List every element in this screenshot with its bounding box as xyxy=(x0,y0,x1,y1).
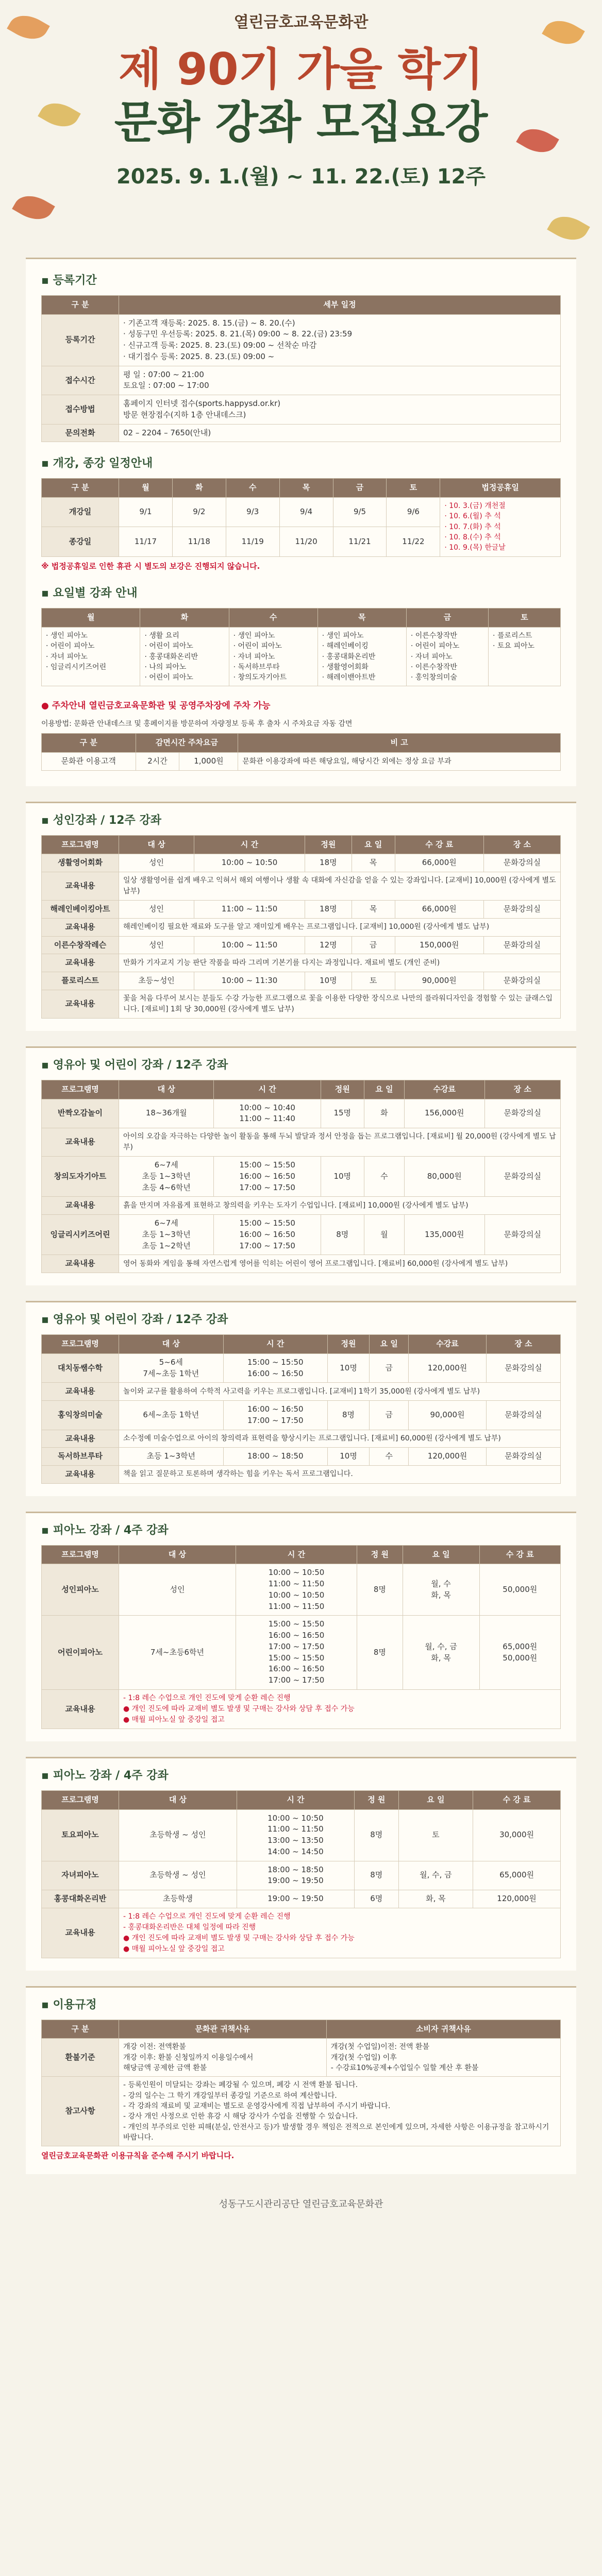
course-day: 토 xyxy=(352,972,395,990)
leaf-decoration xyxy=(547,209,590,248)
col-header: 비 고 xyxy=(238,734,561,753)
course-time: 15:00 ~ 15:50 16:00 ~ 16:50 17:00 ~ 17:50 15:00 ~ 15:50 16:00 ~ 16:50 17:00 ~ 17:50 xyxy=(236,1616,357,1690)
registration-table xyxy=(41,295,561,443)
course-name: 이른수창작레슨 xyxy=(42,936,119,954)
col-header: 대 상 xyxy=(119,1335,224,1354)
page-subtitle: 문화 강좌 모집요강 xyxy=(114,96,488,148)
piano2-table xyxy=(41,1790,561,1958)
course-time: 19:00 ~ 19:50 xyxy=(237,1890,354,1908)
piano1-table xyxy=(41,1545,561,1729)
course-target: 성인 xyxy=(119,901,194,919)
course-time: 10:00 ~ 10:50 xyxy=(194,854,305,872)
course-capacity: 18명 xyxy=(305,901,352,919)
row-label: 교육내용 xyxy=(42,1430,119,1448)
course-place: 문화강의실 xyxy=(484,1099,560,1128)
row-label: 교육내용 xyxy=(42,1255,119,1273)
col-header: 대 상 xyxy=(119,1080,214,1099)
section-title: ▪ 영유아 및 어린이 강좌 / 12주 강좌 xyxy=(41,1313,228,1327)
schedule-table xyxy=(41,478,561,556)
course-fee: 120,000원 xyxy=(473,1890,561,1908)
course-capacity: 15명 xyxy=(321,1099,364,1128)
course-capacity: 18명 xyxy=(305,854,352,872)
course-fee: 50,000원 xyxy=(479,1564,560,1616)
row-value: · 기존고객 재등록: 2025. 8. 15.(금) ~ 8. 20.(수) · 성동구민 우선등록: 2025. 8. 21.(목) 09:00 ~ 8. 22.(금) 23:59 · 신규고객 등록: 2025. 8. 23.(토) 09:00 ~ 선착순 마감 · 대기접수 등록: 2025. 8. 23.(토) 09:00 ~ xyxy=(119,314,561,366)
col-header: 정 원 xyxy=(357,1545,403,1564)
col-header: 월 xyxy=(119,479,173,498)
course-target: 6세~초등 1학년 xyxy=(119,1401,224,1430)
table-row xyxy=(42,1564,561,1616)
infant-course-section xyxy=(26,1046,576,1285)
course-capacity: 8명 xyxy=(321,1215,364,1255)
col-header: 요 일 xyxy=(352,835,395,854)
day-course-list: · 생인 피아노 · 해레인베이킹 · 홍콩대화온리반 · 생활영어회화 · 해레이밴아트반 xyxy=(317,627,406,686)
rules-footer-note: 열린금호교육문화관 이용규칙을 준수해 주시기 바랍니다. xyxy=(41,2151,235,2161)
col-header: 수 강 료 xyxy=(479,1545,560,1564)
col-header: 요 일 xyxy=(398,1790,473,1809)
course-capacity: 12명 xyxy=(305,936,352,954)
row-label: 교육내용 xyxy=(42,872,119,901)
course-target: 7세~초등6학년 xyxy=(119,1616,236,1690)
col-header: 금 xyxy=(406,608,488,628)
course-capacity: 10명 xyxy=(327,1448,369,1466)
col-header: 월 xyxy=(42,608,140,628)
course-name: 잉글리시키즈어린 xyxy=(42,1215,119,1255)
course-day: 월 xyxy=(364,1215,404,1255)
course-name: 자녀피아노 xyxy=(42,1861,119,1890)
course-fee: 30,000원 xyxy=(473,1809,561,1861)
col-header: 정 원 xyxy=(354,1790,398,1809)
section-title: ▪ 영유아 및 어린이 강좌 / 12주 강좌 xyxy=(41,1058,228,1072)
course-target: 성인 xyxy=(119,854,194,872)
col-header: 대 상 xyxy=(119,1790,237,1809)
date-cell: 9/4 xyxy=(279,498,333,527)
col-header: 수 강 료 xyxy=(473,1790,561,1809)
parking-cell: 문화관 이용강좌에 따른 해당요일, 해당시간 외에는 정상 요금 부과 xyxy=(238,753,561,771)
col-header: 목 xyxy=(317,608,406,628)
col-header: 장 소 xyxy=(486,1335,560,1354)
row-label: 등록기간 xyxy=(42,314,119,366)
col-header: 요 일 xyxy=(403,1545,479,1564)
parking-table xyxy=(41,733,561,771)
course-notes: - 1:8 레슨 수업으로 개인 진도에 맞게 순환 레슨 진행 ● 개인 진도에 따라 교재비 별도 발생 및 구매는 강사와 상담 후 접수 가능 ● 매월 피아노실 앞 중강일 접고 xyxy=(119,1689,561,1728)
col-header: 토 xyxy=(387,479,440,498)
row-label: 교육내용 xyxy=(42,1689,119,1728)
table-row xyxy=(42,1401,561,1430)
course-capacity: 10명 xyxy=(327,1353,369,1383)
col-header: 세부 일정 xyxy=(119,295,561,314)
row-label: 교육내용 xyxy=(42,918,119,936)
course-capacity: 6명 xyxy=(354,1890,398,1908)
course-capacity: 8명 xyxy=(357,1616,403,1690)
leaf-decoration xyxy=(12,189,55,227)
course-day: 화, 목 xyxy=(398,1890,473,1908)
institution-name: 열린금호교육문화관 xyxy=(233,13,369,31)
row-label: 교육내용 xyxy=(42,1466,119,1484)
row-value: 평 일 : 07:00 ~ 21:00 토요일 : 07:00 ~ 17:00 xyxy=(119,366,561,395)
date-cell: 9/2 xyxy=(172,498,226,527)
date-cell: 11/19 xyxy=(226,527,279,556)
table-row xyxy=(42,1616,561,1690)
col-header: 요 일 xyxy=(364,1080,404,1099)
row-label: 교육내용 xyxy=(42,1128,119,1157)
table-row xyxy=(42,901,561,919)
date-cell: 11/22 xyxy=(387,527,440,556)
col-header: 수 강 료 xyxy=(395,835,483,854)
course-place: 문화강의실 xyxy=(484,1215,560,1255)
course-desc: 해레인베이킹 필요한 재료와 도구를 알고 재미있게 배우는 프로그램입니다. [교재비] 10,000원 (강사에게 별도 납부) xyxy=(119,918,561,936)
course-target: 초등학생 xyxy=(119,1890,237,1908)
col-header: 목 xyxy=(279,479,333,498)
date-cell: 11/21 xyxy=(333,527,387,556)
col-header: 구 분 xyxy=(42,295,119,314)
course-target: 6~7세 초등 1~3학년 초등 4~6학년 xyxy=(119,1157,214,1197)
schedule-note: ※ 법정공휴일로 인한 휴관 시 별도의 보강은 진행되지 않습니다. xyxy=(41,561,260,571)
col-header: 시 간 xyxy=(236,1545,357,1564)
course-place: 문화강의실 xyxy=(484,1157,560,1197)
course-fee: 66,000원 xyxy=(395,854,483,872)
day-course-list: · 생인 피아노 · 어린이 피아노 · 자녀 피아노 · 독서하브루타 · 창의도자기아트 xyxy=(229,627,317,686)
course-capacity: 8명 xyxy=(354,1861,398,1890)
course-target: 5~6세 7세~초등 1학년 xyxy=(119,1353,224,1383)
col-header: 수강료 xyxy=(409,1335,487,1354)
section-title: ▪ 성인강좌 / 12주 강좌 xyxy=(41,814,161,827)
reference-text: - 등록인원이 미달되는 강좌는 폐강될 수 있으며, 폐강 시 전액 환불 됩니다. - 강의 일수는 그 학기 개강일부터 종강일 기준으로 하여 계산합니다. - 각 강좌의 재료비 및 교재비는 별도로 운영강사에게 직접 납부하여 주시기 바랍니다. - 강사 개인 사정으로 인한 휴강 시 해당 강사가 수업을 진행할 수 있습니다. - 개인의 부주의로 인한 피해(분실, 안전사고 등)가 발생할 경우 책임은 전적으로 본인에게 있으며, 자세한 사항은 이용규정을 참고하시기 바랍니다. xyxy=(119,2077,561,2146)
rules-section xyxy=(26,1986,576,2174)
course-place: 문화강의실 xyxy=(483,972,560,990)
course-time: 18:00 ~ 18:50 19:00 ~ 19:50 xyxy=(237,1861,354,1890)
course-capacity: 8명 xyxy=(327,1401,369,1430)
course-time: 10:00 ~ 11:50 xyxy=(194,936,305,954)
parking-title: ● 주차안내 열린금호교육문화관 및 공영주차장에 주차 가능 xyxy=(41,701,271,711)
col-header: 금 xyxy=(333,479,387,498)
date-cell: 9/6 xyxy=(387,498,440,527)
table-row xyxy=(42,1448,561,1466)
col-header: 구 분 xyxy=(42,2020,119,2039)
course-name: 홍콩대화온리반 xyxy=(42,1890,119,1908)
day-course-list: · 생인 피아노 · 어린이 피아노 · 자녀 피아노 · 임글리시키즈어린 xyxy=(42,627,140,686)
course-day: 목 xyxy=(352,901,395,919)
course-fee: 80,000원 xyxy=(404,1157,484,1197)
course-name: 독서하브루타 xyxy=(42,1448,119,1466)
course-fee: 90,000원 xyxy=(395,972,483,990)
course-target: 성인 xyxy=(119,936,194,954)
course-fee: 65,000원 xyxy=(473,1861,561,1890)
course-desc: 아이의 오감을 자극하는 다양한 놀이 활동을 통해 두뇌 발달과 정서 안정을 돕는 프로그램입니다. [재료비] 월 20,000원 (강사에게 별도 납부) xyxy=(119,1128,561,1157)
section-title: ▪ 이용규정 xyxy=(41,1998,97,2011)
section-title: ▪ 피아노 강좌 / 4주 강좌 xyxy=(41,1523,169,1537)
table-row xyxy=(42,1099,561,1128)
col-header: 정원 xyxy=(321,1080,364,1099)
row-label: 교육내용 xyxy=(42,1197,119,1215)
date-cell: 11/17 xyxy=(119,527,173,556)
course-day: 금 xyxy=(370,1401,409,1430)
course-target: 초등~성인 xyxy=(119,972,194,990)
parking-cell: 문화관 이용고객 xyxy=(42,753,136,771)
course-place: 문화강의실 xyxy=(486,1448,560,1466)
parking-cell: 2시간 xyxy=(136,753,179,771)
piano-section-2 xyxy=(26,1757,576,1971)
course-name: 어린이피아노 xyxy=(42,1616,119,1690)
table-row xyxy=(42,936,561,954)
course-fee: 150,000원 xyxy=(395,936,483,954)
course-place: 문화강의실 xyxy=(483,854,560,872)
col-header: 요 일 xyxy=(370,1335,409,1354)
page-header xyxy=(0,0,602,258)
daily-title: ▪ 요일별 강좌 안내 xyxy=(41,587,138,600)
table-row xyxy=(42,1809,561,1861)
course-name: 창의도자기아트 xyxy=(42,1157,119,1197)
table-row xyxy=(42,972,561,990)
col-header: 화 xyxy=(140,608,229,628)
course-desc: 영어 동화와 게임을 통해 자연스럽게 영어를 익히는 어린이 영어 프로그램입니다. [재료비] 60,000원 (강사에게 별도 납부) xyxy=(119,1255,561,1273)
rules-table xyxy=(41,2020,561,2146)
course-desc: 일상 생활영어를 쉽게 배우고 익혀서 해외 여행이나 생활 속 대화에 자신감을 얻을 수 있는 강좌입니다. [교재비] 10,000원 (강사에게 별도 납부) xyxy=(119,872,561,901)
page-title: 제 90기 가을 학기 xyxy=(119,43,483,95)
course-day: 금 xyxy=(352,936,395,954)
course-time: 10:00 ~ 11:30 xyxy=(194,972,305,990)
course-day: 월, 수 화, 목 xyxy=(403,1564,479,1616)
holiday-list: · 10. 3.(금) 개천절 · 10. 6.(월) 추 석 · 10. 7.(화) 추 석 · 10. 8.(수) 추 석 · 10. 9.(목) 한글날 xyxy=(440,498,561,556)
col-header: 수강료 xyxy=(404,1080,484,1099)
col-header: 프로그램명 xyxy=(42,1790,119,1809)
course-place: 문화강의실 xyxy=(486,1401,560,1430)
date-cell: 9/5 xyxy=(333,498,387,527)
schedule-title: ▪ 개강, 종강 일정안내 xyxy=(41,457,153,470)
course-name: 해레인베이킹아트 xyxy=(42,901,119,919)
course-capacity: 8명 xyxy=(357,1564,403,1616)
row-label: 접수방법 xyxy=(42,395,119,425)
table-row xyxy=(42,1157,561,1197)
course-day: 금 xyxy=(370,1353,409,1383)
col-header: 시 간 xyxy=(214,1080,321,1099)
course-capacity: 10명 xyxy=(305,972,352,990)
course-capacity: 8명 xyxy=(354,1809,398,1861)
col-header: 법정공휴일 xyxy=(440,479,561,498)
course-target: 6~7세 초등 1~3학년 초등 1~2학년 xyxy=(119,1215,214,1255)
infant-course-table xyxy=(41,1080,561,1273)
row-label: 환불기준 xyxy=(42,2039,119,2077)
day-course-list: · 이른수창작반 · 어린이 피아노 · 자녀 피아노 · 이른수창작반 · 홍익창의미술 xyxy=(406,627,488,686)
course-fee: 156,000원 xyxy=(404,1099,484,1128)
col-header: 수 xyxy=(229,608,317,628)
col-header: 수 xyxy=(226,479,279,498)
row-label: 교육내용 xyxy=(42,1383,119,1401)
date-cell: 11/18 xyxy=(172,527,226,556)
course-target: 초등학생 ~ 성인 xyxy=(119,1861,237,1890)
course-target: 성인 xyxy=(119,1564,236,1616)
col-header: 토 xyxy=(489,608,561,628)
refund-cell: 개강(첫 수업일)이전: 전액 환불 개강(첫 수업일) 이후 - 수강료10%공제+수업일수 일할 계산 후 환불 xyxy=(326,2039,560,2077)
course-fee: 66,000원 xyxy=(395,901,483,919)
course-desc: 소수정예 미술수업으로 아이의 창의력과 표현력을 향상시키는 프로그램입니다. [재료비] 60,000원 (강사에게 별도 납부) xyxy=(119,1430,561,1448)
row-label: 문의전화 xyxy=(42,424,119,442)
course-day: 월, 수, 금 화, 목 xyxy=(403,1616,479,1690)
course-time: 11:00 ~ 11:50 xyxy=(194,901,305,919)
course-capacity: 10명 xyxy=(321,1157,364,1197)
course-notes: - 1:8 레슨 수업으로 개인 진도에 맞게 순환 레슨 진행 - 홍콩대화온리반은 대체 일정에 따라 진행 ● 개인 진도에 따라 교재비 별도 발생 및 구매는 강사와 상담 후 접수 가능 ● 매월 피아노실 앞 중강일 접고 xyxy=(119,1908,561,1958)
parking-method: 이용방법: 문화관 안내데스크 및 홍페이지를 방문하여 자량정보 등록 후 출차 시 주차요금 자동 감면 xyxy=(41,720,353,728)
course-fee: 120,000원 xyxy=(409,1448,487,1466)
course-place: 문화강의실 xyxy=(483,936,560,954)
row-label: 개강일 xyxy=(42,498,119,527)
course-time: 18:00 ~ 18:50 xyxy=(223,1448,327,1466)
course-fee: 120,000원 xyxy=(409,1353,487,1383)
table-row xyxy=(42,1890,561,1908)
course-desc: 흙을 만지며 자유롭게 표현하고 창의력을 키우는 도자기 수업입니다. [재료비] 10,000원 (강사에게 별도 납부) xyxy=(119,1197,561,1215)
section-title: ▪ 피아노 강좌 / 4주 강좌 xyxy=(41,1769,169,1782)
course-time: 16:00 ~ 16:50 17:00 ~ 17:50 xyxy=(223,1401,327,1430)
col-header: 대 상 xyxy=(119,1545,236,1564)
course-desc: 만화가 기자교지 기능 판단 작품을 따라 그리며 기본기를 다지는 과정입니다. 재료비 별도 (개인 준비) xyxy=(119,954,561,972)
table-row xyxy=(42,1861,561,1890)
course-day: 토 xyxy=(398,1809,473,1861)
page-footer: 성동구도시관리공단 열린금호교육문화관 xyxy=(219,2198,383,2210)
infant2-course-table xyxy=(41,1334,561,1484)
col-header: 구 분 xyxy=(42,479,119,498)
refund-cell: 개강 이전: 전액환불 개강 이후: 환불 신청일까지 이용일수에서 해당금액 공제한 금액 환불 xyxy=(119,2039,327,2077)
col-header: 대 상 xyxy=(119,835,194,854)
row-label: 참고사항 xyxy=(42,2077,119,2146)
row-label: 접수시간 xyxy=(42,366,119,395)
course-name: 플로리스트 xyxy=(42,972,119,990)
table-row xyxy=(42,1353,561,1383)
row-label: 교육내용 xyxy=(42,990,119,1018)
day-course-list: · 플로리스트 · 토요 피아노 xyxy=(489,627,561,686)
col-header: 프로그램명 xyxy=(42,1545,119,1564)
course-time: 15:00 ~ 15:50 16:00 ~ 16:50 xyxy=(223,1353,327,1383)
col-header: 장 소 xyxy=(484,1080,560,1099)
col-header: 프로그램명 xyxy=(42,1335,119,1354)
piano-section-1 xyxy=(26,1512,576,1741)
date-cell: 9/3 xyxy=(226,498,279,527)
adult-course-section xyxy=(26,802,576,1031)
day-course-list: · 생활 요리 · 어린이 피아노 · 홍콩대화온리반 · 나의 피아노 · 어린이 피아노 xyxy=(140,627,229,686)
course-name: 대치동쌤수학 xyxy=(42,1353,119,1383)
course-name: 생활영어회화 xyxy=(42,854,119,872)
registration-title: ▪ 등록기간 xyxy=(41,274,97,287)
course-desc: 놀이와 교구를 활용하여 수학적 사고력을 키우는 프로그램입니다. [교재비] 1학기 35,000원 (강사에게 별도 납부) xyxy=(119,1383,561,1401)
term-dates: 2025. 9. 1.(월) ~ 11. 22.(토) 12주 xyxy=(116,164,486,189)
course-time: 10:00 ~ 10:50 11:00 ~ 11:50 13:00 ~ 13:50 14:00 ~ 14:50 xyxy=(237,1809,354,1861)
col-header: 정원 xyxy=(305,835,352,854)
course-name: 성인피아노 xyxy=(42,1564,119,1616)
col-header: 소비자 귀책사유 xyxy=(326,2020,560,2039)
daily-table xyxy=(41,608,561,686)
course-day: 화 xyxy=(364,1099,404,1128)
course-name: 반짝오감놀이 xyxy=(42,1099,119,1128)
col-header: 프로그램명 xyxy=(42,1080,119,1099)
col-header: 시 간 xyxy=(194,835,305,854)
row-label: 종강일 xyxy=(42,527,119,556)
course-day: 수 xyxy=(364,1157,404,1197)
course-time: 15:00 ~ 15:50 16:00 ~ 16:50 17:00 ~ 17:50 xyxy=(214,1215,321,1255)
date-cell: 9/1 xyxy=(119,498,173,527)
course-time: 10:00 ~ 10:50 11:00 ~ 11:50 10:00 ~ 10:50 11:00 ~ 11:50 xyxy=(236,1564,357,1616)
col-header: 시 간 xyxy=(223,1335,327,1354)
course-target: 초등 1~3학년 xyxy=(119,1448,224,1466)
course-desc: 꽃을 처음 다루어 보시는 분들도 수강 가능한 프로그램으로 꽃을 이용한 다양한 장식으로 나만의 플라워디자인을 경험할 수 있는 클래스입니다. [재료비] 1회 당 30,000원 (강사에게 별도 납부) xyxy=(119,990,561,1018)
course-name: 토요피아노 xyxy=(42,1809,119,1861)
col-header: 문화관 귀책사유 xyxy=(119,2020,327,2039)
course-place: 문화강의실 xyxy=(486,1353,560,1383)
course-fee: 65,000원 50,000원 xyxy=(479,1616,560,1690)
col-header: 화 xyxy=(172,479,226,498)
infant-course-section-2 xyxy=(26,1301,576,1496)
course-desc: 책을 읽고 질문하고 토론하며 생각하는 힘을 키우는 독서 프로그램입니다. xyxy=(119,1466,561,1484)
course-fee: 135,000원 xyxy=(404,1215,484,1255)
row-label: 교육내용 xyxy=(42,954,119,972)
row-label: 교육내용 xyxy=(42,1908,119,1958)
course-target: 18~36개월 xyxy=(119,1099,214,1128)
col-header: 시 간 xyxy=(237,1790,354,1809)
row-value: 02 – 2204 – 7650(안내) xyxy=(119,424,561,442)
course-target: 초등학생 ~ 성인 xyxy=(119,1809,237,1861)
date-cell: 11/20 xyxy=(279,527,333,556)
table-row xyxy=(42,1215,561,1255)
course-day: 월, 수, 금 xyxy=(398,1861,473,1890)
parking-cell: 1,000원 xyxy=(179,753,238,771)
course-name: 홍익창의미술 xyxy=(42,1401,119,1430)
course-time: 10:00 ~ 10:40 11:00 ~ 11:40 xyxy=(214,1099,321,1128)
col-header: 구 분 xyxy=(42,734,136,753)
col-header: 정원 xyxy=(327,1335,369,1354)
adult-course-table xyxy=(41,835,561,1019)
course-day: 수 xyxy=(370,1448,409,1466)
col-header: 장 소 xyxy=(483,835,560,854)
row-value: 홈페이지 인터넷 접수(sports.happysd.or.kr) 방문 현장접수(지하 1층 안내데스크) xyxy=(119,395,561,425)
course-fee: 90,000원 xyxy=(409,1401,487,1430)
course-day: 목 xyxy=(352,854,395,872)
table-row xyxy=(42,854,561,872)
col-header: 감면시간 주차요금 xyxy=(136,734,238,753)
col-header: 프로그램명 xyxy=(42,835,119,854)
info-section xyxy=(26,258,576,786)
course-time: 15:00 ~ 15:50 16:00 ~ 16:50 17:00 ~ 17:50 xyxy=(214,1157,321,1197)
course-place: 문화강의실 xyxy=(483,901,560,919)
